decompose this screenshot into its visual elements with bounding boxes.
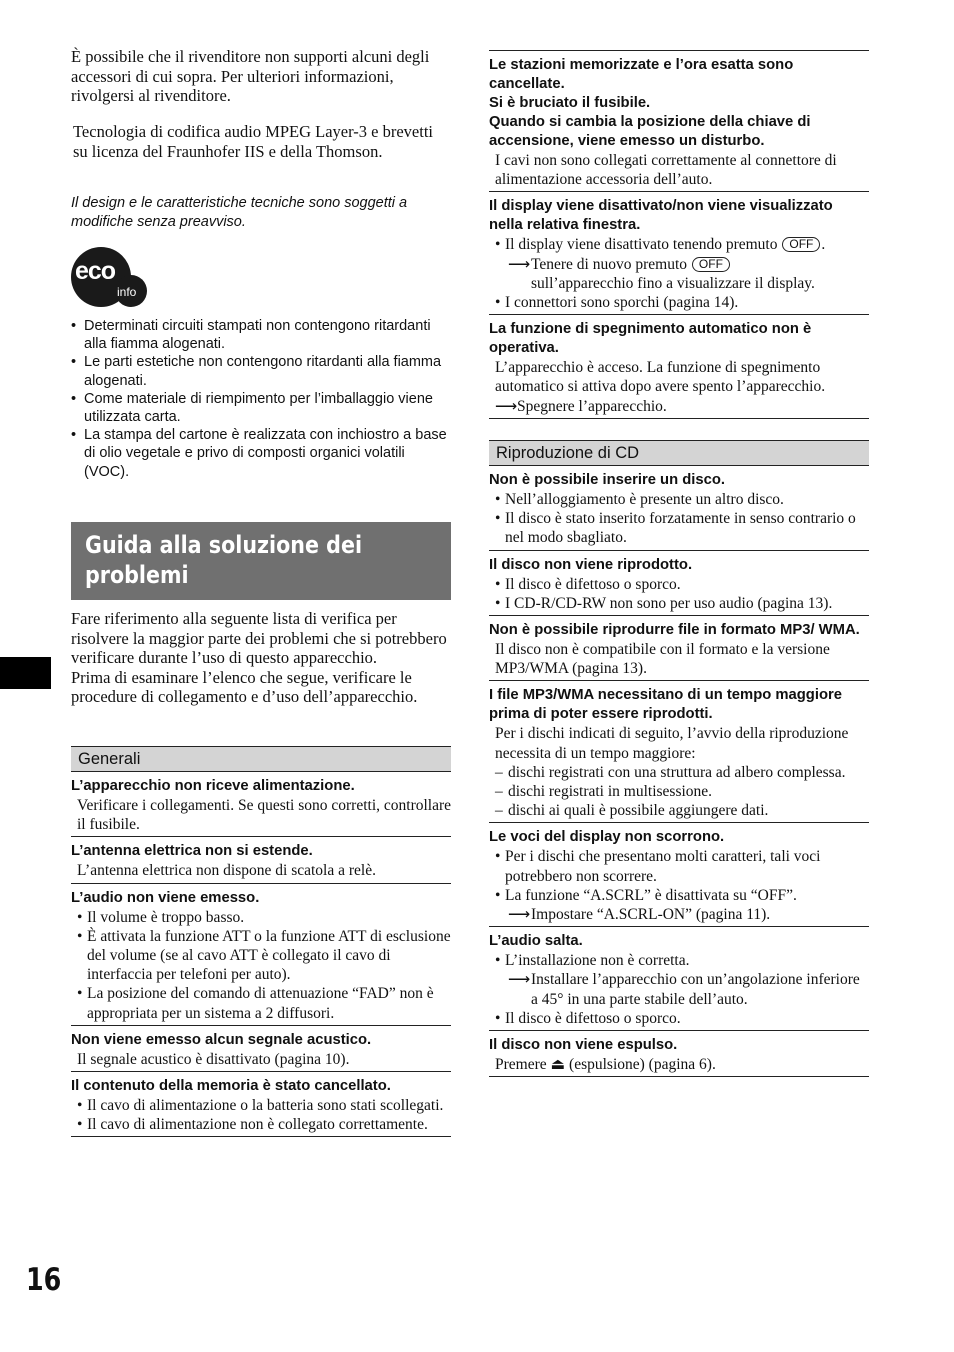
cause-bullet: • Il disco è difettoso o sporco. xyxy=(495,575,869,594)
arrow-right-icon: ⟶ xyxy=(508,255,531,273)
trouble-item xyxy=(489,927,869,1031)
trouble-remedy: L’apparecchio è acceso. La funzione di spegnimento automatico si attiva dopo avere spento l’apparecchio. xyxy=(495,359,826,396)
trouble-item xyxy=(489,51,869,192)
trouble-remedy: Il disco non è compatibile con il formato e la versione MP3/WMA (pagina 13). xyxy=(495,641,830,678)
cause-bullet: • Il cavo di alimentazione non è collegato correttamente. xyxy=(77,1115,451,1134)
off-key-icon: OFF xyxy=(782,237,820,252)
remedy-arrow-line: ⟶ Spegnere l’apparecchio. xyxy=(495,397,667,415)
arrow-right-icon: ⟶ xyxy=(495,397,518,415)
arrow-right-icon: ⟶ xyxy=(508,906,531,924)
cause-bullet: • Il disco è difettoso o sporco. xyxy=(495,1009,869,1028)
trouble-title: Non è possibile riprodurre file in formato MP3/ WMA. xyxy=(489,622,860,639)
trouble-remedy: Per i dischi indicati di seguito, l’avvio della riproduzione necessita di un tempo maggiore: xyxy=(495,725,849,762)
cause-bullet: • La funzione “A.SCRL” è disattivata su “OFF”. xyxy=(495,886,869,905)
eject-icon: ⏏ xyxy=(550,1056,566,1074)
mpeg-license-note: Tecnologia di codifica audio MPEG Layer-3 e brevetti su licenza del Fraunhofer IIS e della Thomson. xyxy=(73,122,434,161)
trouble-item xyxy=(489,823,869,927)
eco-info-logo xyxy=(71,247,149,311)
trouble-item xyxy=(489,551,869,616)
generali-section xyxy=(71,746,451,1137)
eco-logo-sub: info xyxy=(117,285,137,299)
trouble-title: Il contenuto della memoria è stato cancellato. xyxy=(71,1078,391,1095)
trouble-title: L’antenna elettrica non si estende. xyxy=(71,843,313,860)
guide-intro-paragraph: Fare riferimento alla seguente lista di verifica per risolvere la maggior parte dei problemi che si potrebbero verificare durante l’uso di questo apparecchio. xyxy=(71,609,447,667)
trouble-title: Il display viene disattivato/non viene visualizzato nella relativa finestra. xyxy=(489,198,833,234)
list-item: • Le parti estetiche non contengono ritardanti alla fiamma alogenati. xyxy=(71,353,451,389)
chapter-title: Guida alla soluzione dei problemi xyxy=(85,531,363,589)
trouble-title: Quando si cambia la posizione della chiave di accensione, viene emesso un disturbo. xyxy=(489,114,811,149)
arrow-right-icon: ⟶ xyxy=(508,971,531,989)
off-key-icon: OFF xyxy=(692,257,730,272)
list-item: • Determinati circuiti stampati non contengono ritardanti alla fiamma alogenati. xyxy=(71,317,451,353)
section-tab-marker xyxy=(0,657,51,689)
section-heading: Riproduzione di CD xyxy=(489,440,869,466)
trouble-item: Il disco non viene espulso. Premere ⏏ (espulsione) (pagina 6). xyxy=(489,1031,869,1077)
cause-bullet: • I CD-R/CD-RW non sono per uso audio (pagina 13). xyxy=(495,594,869,613)
page-number: 16 xyxy=(26,1262,62,1298)
cd-section xyxy=(489,440,869,1077)
trouble-title: L’audio non viene emesso. xyxy=(71,889,260,906)
eco-feature-list xyxy=(71,317,451,481)
trouble-item xyxy=(71,1072,451,1137)
trouble-title: Le voci del display non scorrono. xyxy=(489,829,725,846)
trouble-title: Le stazioni memorizzate e l’ora esatta sono cancellate. xyxy=(489,57,794,92)
guide-intro-paragraph: Prima di esaminare l’elenco che segue, verificare le procedure di collegamento e d’uso dell’apparecchio. xyxy=(71,667,418,706)
troubleshooting-continued xyxy=(489,50,869,419)
cause-bullet: • Il disco è stato inserito forzatamente in senso contrario o nel modo sbagliato. xyxy=(495,509,869,547)
section-heading: Generali xyxy=(71,746,451,772)
trouble-item xyxy=(71,1026,451,1072)
trouble-remedy: I cavi non sono collegati correttamente al connettore di alimentazione accessoria dell’auto. xyxy=(495,152,837,189)
trouble-title: Non viene emesso alcun segnale acustico. xyxy=(71,1031,372,1048)
dash-item: – dischi registrati con una struttura ad albero complessa. xyxy=(495,763,869,782)
trouble-remedy: Verificare i collegamenti. Se questi sono corretti, controllare il fusibile. xyxy=(77,797,452,834)
chapter-banner xyxy=(71,522,451,600)
cause-bullet: • Nell’alloggiamento è presente un altro disco. xyxy=(495,490,869,509)
cause-bullet: • Il cavo di alimentazione o la batteria sono stati scollegati. xyxy=(77,1096,451,1115)
trouble-title: La funzione di spegnimento automatico non è operativa. xyxy=(489,321,812,357)
trouble-item xyxy=(71,772,451,837)
trouble-title: Non è possibile inserire un disco. xyxy=(489,472,725,488)
trouble-item xyxy=(489,192,869,315)
trouble-remedy: L’antenna elettrica non dispone di scatola a relè. xyxy=(77,862,376,880)
trouble-title: Il disco non viene espulso. xyxy=(489,1037,678,1054)
cause-bullet: • La posizione del comando di attenuazione “FAD” non è appropriata per un sistema a 2 diffusori. xyxy=(77,984,451,1022)
design-notice: Il design e le caratteristiche tecniche sono soggetti a modifiche senza preavviso. xyxy=(71,195,408,230)
trouble-title: L’audio salta. xyxy=(489,933,583,950)
trouble-title: L’apparecchio non riceve alimentazione. xyxy=(71,778,355,794)
trouble-item xyxy=(71,884,451,1026)
remedy-arrow-line: ⟶ Impostare “A.SCRL-ON” (pagina 11). xyxy=(508,906,771,924)
trouble-title: I file MP3/WMA necessitano di un tempo maggiore prima di poter essere riprodotti. xyxy=(489,687,842,723)
list-item: • Come materiale di riempimento per l’imballaggio viene utilizzata carta. xyxy=(71,390,451,426)
cause-bullet: • I connettori sono sporchi (pagina 14). xyxy=(495,293,869,312)
trouble-item xyxy=(489,681,869,823)
cause-bullet: • Per i dischi che presentano molti caratteri, tali voci potrebbero non scorrere. xyxy=(495,847,869,885)
trouble-item xyxy=(489,315,869,419)
eco-logo-word: eco xyxy=(75,257,116,285)
trouble-title: Si è bruciato il fusibile. xyxy=(489,95,651,111)
trouble-item xyxy=(489,466,869,551)
list-item: • La stampa del cartone è realizzata con inchiostro a base di olio vegetale e privo di composti organici volatili (VOC). xyxy=(71,426,451,481)
dash-item: – dischi registrati in multisessione. xyxy=(495,782,869,801)
trouble-remedy: Il segnale acustico è disattivato (pagina 10). xyxy=(77,1050,350,1068)
dash-item: – dischi ai quali è possibile aggiungere dati. xyxy=(495,801,869,820)
guide-intro xyxy=(71,609,451,707)
cause-bullet: • È attivata la funzione ATT o la funzione ATT di esclusione del volume (se al cavo ATT è collegato il cavo di interfaccia per telefoni per auto). xyxy=(77,927,451,985)
remedy-arrow-line: ⟶ Installare l’apparecchio con un’angolazione inferiore a 45° in una parte stabile dell’auto. xyxy=(508,971,860,1008)
trouble-title: Il disco non viene riprodotto. xyxy=(489,556,693,573)
trouble-item xyxy=(489,616,869,681)
accessories-note: È possibile che il rivenditore non supporti alcuni degli accessori di cui sopra. Per ulteriori informazioni, rivolgersi al rivenditore. xyxy=(71,47,430,105)
remedy-arrow-line: ⟶ Tenere di nuovo premuto OFF sull’apparecchio fino a visualizzare il display. xyxy=(508,255,815,292)
cause-bullet: • Il display viene disattivato tenendo premuto OFF . xyxy=(495,235,869,254)
cause-bullet: • L’installazione non è corretta. xyxy=(495,951,869,970)
cause-bullet: • Il volume è troppo basso. xyxy=(77,908,451,927)
trouble-item xyxy=(71,837,451,883)
